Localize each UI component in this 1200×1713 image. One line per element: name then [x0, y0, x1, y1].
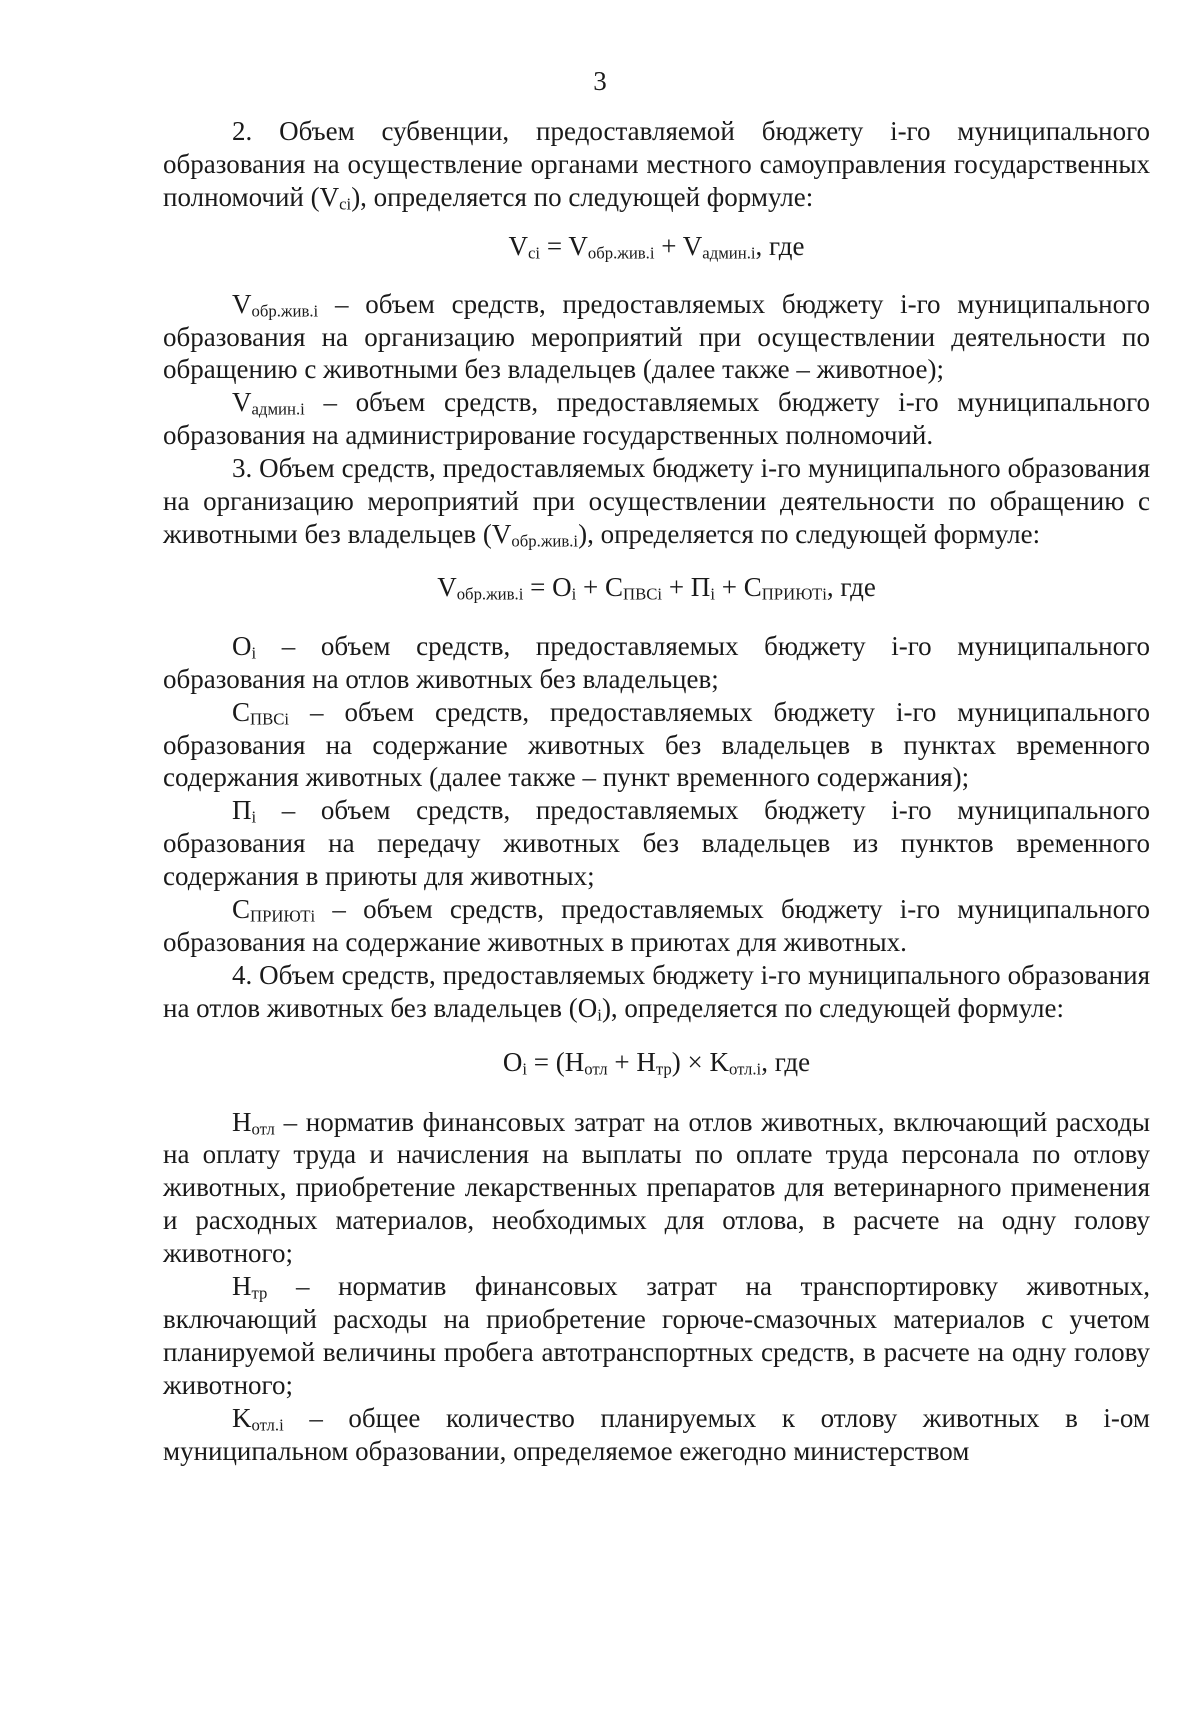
definition-c-pvs: $C_{ПВСi}$ – объем средств, предоставляемых бюджету i-го муниципального образования на содержание животных без владельцев в пунктах временного содержания животных (далее также – пункт временного содержания); [163, 696, 1150, 793]
definition-v-obr-zhiv: $V_{обр.жив.i}$ – объем средств, предоставляемых бюджету i-го муниципального образования на организацию мероприятий при осуществлении деятельности по обращению с животными без владельцев (далее также – животное); [163, 288, 1150, 385]
definition-v-admin: $V_{админ.i}$ – объем средств, предоставляемых бюджету i-го муниципального образования на администрирование государственных полномочий. [163, 387, 1150, 451]
definition-k-otl: $K_{отл.i}$ – общее количество планируемых к отлову животных в i-ом муниципальном образовании, определяемое ежегодно министерством [163, 1402, 1150, 1466]
document-body [163, 115, 1150, 1468]
paragraph-3: 3. Объем средств, предоставляемых бюджету i-го муниципального образования на организацию мероприятий при осуществлении деятельности по обращению с животными без владельцев $(V_{обр.жив.i})$, определяется по следующей формуле: [163, 453, 1150, 551]
definition-c-priyut: $C_{ПРИЮТi}$ – объем средств, предоставляемых бюджету i-го муниципального образования на содержание животных в приютах для животных. [163, 894, 1150, 957]
paragraph-4: 4. Объем средств, предоставляемых бюджету i-го муниципального образования на отлов животных без владельцев $(O_i)$, определяется по следующей формуле: [163, 959, 1150, 1025]
definition-oi: $O_i$ – объем средств, предоставляемых бюджету i-го муниципального образования на отлов животных без владельцев; [163, 630, 1150, 694]
formula-oi: $O_i = (Н_{отл} + Н_{тр}) \times K_{отл.i}$, где [502, 1046, 811, 1079]
formula-v-obr-zhiv: $V_{обр.жив.i} = O_i + C_{ПВСi} + П_i + C_{ПРИЮТi}$, где [437, 571, 876, 604]
formula-vci: $V_{ci} = V_{обр.жив.i} + V_{админ.i}$, где [508, 230, 805, 263]
paragraph-2: 2. Объем субвенции, предоставляемой бюджету i-го муниципального образования на осуществление органами местного самоуправления государственных полномочий $(V_{ci})$, определяется по следующей формуле: [163, 116, 1150, 214]
definition-n-otl: $Н_{отл}$ – норматив финансовых затрат на отлов животных, включающий расходы на оплату труда и начисления на выплаты по оплате труда персонала по отлову животных, приобретение лекарственных препаратов для ветеринарного применения и расходных материалов, необходимых для отлова, в расчете на одну голову животного; [163, 1106, 1150, 1269]
definition-n-tr: $Н_{тр}$ – норматив финансовых затрат на транспортировку животных, включающий расходы на приобретение горюче-смазочных материалов с учетом планируемой величины пробега автотранспортных средств, в расчете на одну голову животного; [163, 1271, 1150, 1400]
definition-pi: $П_i$ – объем средств, предоставляемых бюджету i-го муниципального образования на передачу животных без владельцев из пунктов временного содержания в приюты для животных; [163, 795, 1150, 892]
page-number: 3 [593, 66, 607, 96]
